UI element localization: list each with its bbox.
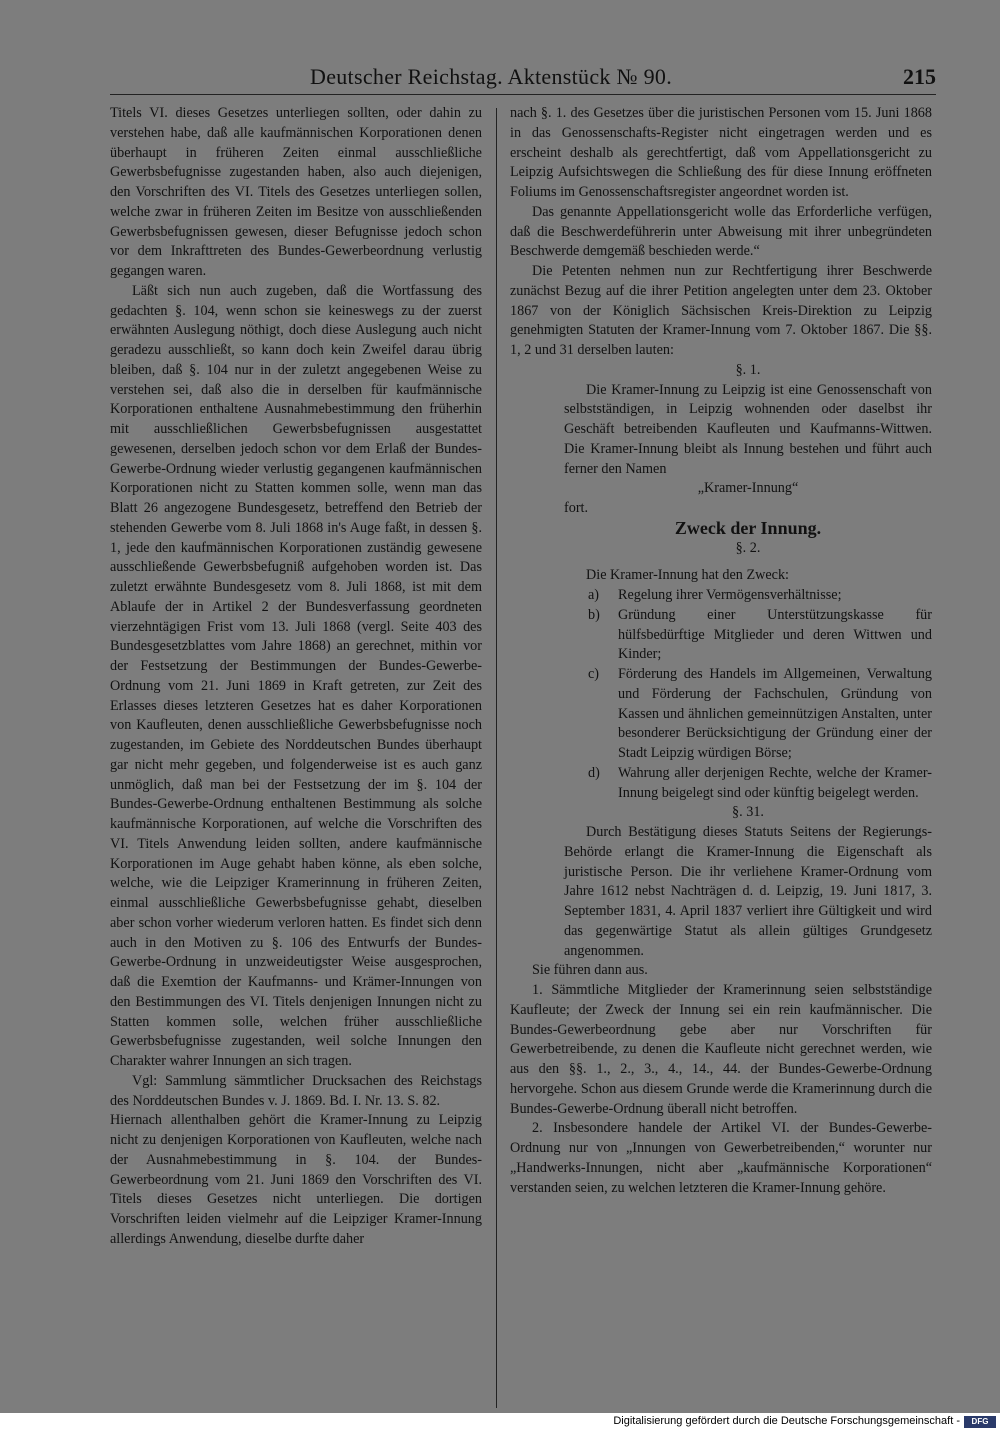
section-text: Durch Bestätigung dieses Statuts Seitens der Regierungs-Behörde erlangt die Kramer-Innung die Eigenschaft als juristische Person. Die ihr verliehene Kramer-Ordnung vom Jahre 1612 nebst Nachträgen d. d. Leipzig, 19. Juni 1817, 3. September 1831, 4. April 1837 verliert ihre Gültigkeit und wird das gegenwärtige Statut als allein gültiges Grundgesetz angenommen. <box>564 824 932 959</box>
list-label: d) <box>588 764 600 781</box>
paragraph: 1. Sämmtliche Mitglieder der Kramerinnung seien selbstständige Kaufleute; der Zweck der Innung sei ein rein kaufmännischer. Die Bundes-Gewerbeordnung gebe aber nur Vorschriften für Gewerbetreibende, zu denen die Kaufleute nicht gerechnet werden, wie aus den §§. 1., 2., 3., 4., 14., 44. der Bundes-Gewerbe-Ordnung hervorgehe. Schon aus diesem Grunde werde die Kramerinnung durch die Bundes-Gewerbe-Ordnung überall nicht betroffen. <box>510 982 932 1117</box>
list-text: Wahrung aller derjenigen Rechte, welche der Kramer-Innung beigelegt sind oder künftig beigelegt werden. <box>618 764 932 801</box>
paragraph: Läßt sich nun auch zugeben, daß die Wortfassung des gedachten §. 104, wenn schon sie keineswegs zu der zuerst erwähnten Auslegung nöthigt, doch diese Auslegung auch nicht geradezu ausschließt, so kann doch kein Zweifel darau übrig bleiben, daß §. 104 nur in der zuletzt angegebenen Weise zu verstehen sei, daß also die in derselben für kaufmännische Korporationen enthaltene Ausnahmebestimmung den früherhin mit ausschließlichen Gewerbsbefugnissen ausgestattet gewesenen, derselben jedoch schon vor dem Erlaß der Bundes-Gewerbe-Ordnung wieder verlustig gegangenen kaufmännischen Korporationen nicht zu Statten kommen solle, wenn man das Blatt 26 angezogene Bundesgesetz, betreffend den Betrieb der stehenden Gewerbe vom 8. Juli 1868 in's Auge faßt, in dessen §. 1, jede den kaufmännischen Korporationen zuständig gewesene ausschließende Gewerbsbefugniß aufgehoben worden ist. Das zuletzt erwähnte Bundesgesetz vom 8. Juli 1868, ist mit dem Ablaufe der in Artikel 2 der Bundesverfassung geordneten vierzehntägigen Frist vom 13. Juli 1868 (vergl. Seite 403 des Bundesgesetzblattes vom Jahre 1868) an gerechnet, mithin vor der Festsetzung der Bestimmungen der Bundes-Gewerbe-Ordnung vom 21. Juni 1869 in Kraft getreten, zur Zeit des Erlasses dieses letzteren Gesetzes hat es daher Korporationen von Kaufleuten, denen ausschließliche Gewerbsbefugnisse noch zugestanden, im Gebiete des Norddeutschen Bundes überhaupt gar nicht mehr gegeben, und folgenderweise ist es auch ganz unmöglich, daß man bei der Festsetzung der im §. 104 der Bundes-Gewerbe-Ordnung enthaltenen Bestimmung als solche kaufmännische Korporationen, auf welche die Vorschriften des VI. Titels Anwendung leiden sollten, andere kaufmännische Korporationen im Auge gehabt haben könne, als eben solche, welche, wie die Leipziger Kramerinnung in früheren Zeiten, einmal ausschließliche Gewerbsbefugnisse gehabt, dieselben aber schon vorher wiederum verloren hatten. Es findet sich denn auch in den Motiven zu §. 106 des Entwurfs der Bundes-Gewerbe-Ordnung in unzweideutigster Weise ausgesprochen, daß die Exemtion der Kaufmanns- und Krämer-Innungen von den Bestimmungen des VI. Titels denjenigen Innungen nicht zu Statten kommen solle, welchen früher ausschließliche Gewerbsbefugnisse zugestanden, weil solche Innungen den Charakter wahrer Innungen an sich tragen. <box>110 282 482 1069</box>
footer-bar <box>0 1413 1000 1432</box>
left-column <box>110 104 482 1250</box>
quoted-paragraph: Das genannte Appellationsgericht wolle das Erforderliche verfügen, daß die Beschwerdeführerin unter Abweisung mit ihrer unbegründeten Beschwerde demgemäß beschieden werde.“ <box>510 203 932 260</box>
header-rule <box>110 94 936 95</box>
quoted-paragraph: nach §. 1. des Gesetzes über die juristischen Personen vom 15. Juni 1868 in das Genossenschafts-Register nicht eingetragen werden und es erscheint deshalb als gerechtfertigt, daß vom Appellationsgericht zu Leipzig Aufsichtswegen die Schließung des für diese Innung eröffneten Foliums im Genossenschaftsregister angeordnet worden ist. <box>510 105 932 200</box>
innung-name: „Kramer-Innung“ <box>697 480 799 497</box>
list-item <box>588 665 932 764</box>
funding-note: Digitalisierung gefördert durch die Deutsche Forschungsgemeinschaft - <box>613 1415 960 1427</box>
statute-block <box>564 361 932 962</box>
list-item <box>588 764 932 804</box>
page-number: 215 <box>903 64 936 89</box>
purpose-list <box>564 586 932 803</box>
list-label: b) <box>588 606 600 623</box>
list-text: Regelung ihrer Vermögensverhältnisse; <box>618 587 842 603</box>
section-text: Die Kramer-Innung zu Leipzig ist eine Genossenschaft von selbstständigen, in Leipzig wohnenden oder daselbst ihr Geschäft betreibenden Kaufleuten und Kaufmanns-Wittwen. Die Kramer-Innung bleibt als Innung bestehen und führt auch ferner den Namen <box>564 381 932 477</box>
list-text: Gründung einer Unterstützungskasse für hülfsbedürftige Mitglieder und deren Wittwen und Kinder; <box>618 606 932 663</box>
section-title: §. 31. <box>732 804 764 821</box>
list-item <box>588 586 932 606</box>
reference-note: Vgl: Sammlung sämmtlicher Drucksachen des Reichstags des Norddeutschen Bundes v. J. 1869. Bd. I. Nr. 13. S. 82. <box>110 1072 482 1109</box>
column-divider <box>496 108 497 1408</box>
list-label: a) <box>588 587 600 603</box>
list-label: c) <box>588 666 600 682</box>
paragraph: Hiernach allenthalben gehört die Kramer-Innung zu Leipzig nicht zu denjenigen Korporationen von Kaufleuten, welche nach der Ausnahmebestimmung in §. 104. der Bundes-Gewerbeordnung vom 21. Juni 1869 den Vorschriften des VI. Titels dieses Gesetzes nicht unterliegen. Die dortigen Vorschriften leiden vielmehr auf die Leipziger Kramer-Innung allerdings Anwendung, dieselbe durfte daher <box>110 1112 482 1247</box>
section-text-end: fort. <box>564 500 589 516</box>
list-text: Förderung des Handels im Allgemeinen, Verwaltung und Förderung der Fachschulen, Gründung von Kassen und ähnlichen gemeinnützigen Anstalten, unter besonderer Berücksichtigung der Gründung einer der Stadt Leipzig würdigen Börse; <box>618 666 932 761</box>
paragraph: 2. Insbesondere handele der Artikel VI. der Bundes-Gewerbe-Ordnung nur von „Innungen von Gewerbetreibenden,“ worunter nur „Handwerks-Innungen, nicht aber „kaufmännische Korporationen“ verstanden seien, zu welchen letzteren die Kramer-Innung gehöre. <box>510 1120 932 1196</box>
section-intro: Die Kramer-Innung hat den Zweck: <box>586 567 789 584</box>
paragraph: Titels VI. dieses Gesetzes unterliegen sollten, oder dahin zu verstehen habe, daß alle kaufmännischen Korporationen denen überhaupt in früheren Zeiten einmal ausschließliche Gewerbsbefugnisse zugestanden haben, also auch diejenigen, den Vorschriften des VI. Titels des Gesetzes unterliegen sollen, welche zwar in früheren Zeiten im Besitze von ausschließenden Gewerbsbefugnissen gewesen, dieser Befugnisse jedoch schon vor dem Inkrafttreten des Bundes-Gewerbeordnung verlustig gegangen waren. <box>110 105 482 279</box>
dfg-logo: DFG <box>964 1416 996 1428</box>
paragraph: Sie führen dann aus. <box>532 962 648 979</box>
section-title: §. 2. <box>735 539 761 556</box>
page-header <box>110 64 936 92</box>
running-title: Deutscher Reichstag. Aktenstück № 90. <box>310 64 673 89</box>
list-item <box>588 606 932 665</box>
section-heading: Zweck der Innung. <box>674 517 822 538</box>
paragraph: Die Petenten nehmen nun zur Rechtfertigung ihrer Beschwerde zunächst Bezug auf die ihrer Petition angelegten unter dem 23. Oktober 1867 von der Königlich Sächsischen Kreis-Direktion zu Leipzig genehmigten Statuten der Kramer-Innung vom 7. Oktober 1867. Die §§. 1, 2 und 31 derselben lauten: <box>510 263 932 358</box>
right-column <box>510 104 932 1198</box>
section-title: §. 1. <box>735 361 761 378</box>
